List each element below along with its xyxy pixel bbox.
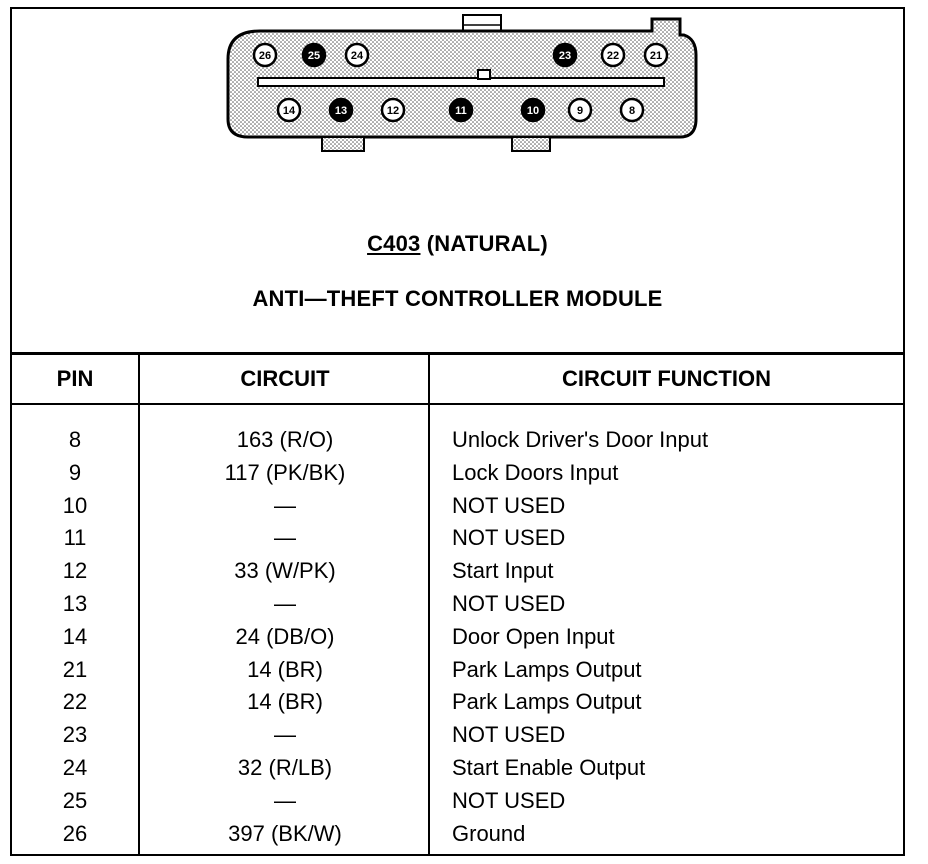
circuit-cell: — (274, 525, 296, 551)
connector-pin (346, 44, 368, 66)
circuit-cell: 14 (BR) (247, 656, 323, 682)
pin-cell: 13 (62, 591, 88, 616)
function-cell: NOT USED (452, 787, 566, 813)
table-row (12, 587, 903, 620)
function-cell: Start Input (452, 558, 554, 584)
function-cell: Door Open Input (452, 623, 615, 649)
table-row (12, 817, 903, 850)
circuit-cell: — (274, 787, 296, 813)
header-pin: PIN (56, 366, 94, 391)
pin-number-label: 21 (649, 50, 663, 62)
function-cell: Start Enable Output (452, 755, 646, 780)
pin-cell: 8 (68, 427, 82, 452)
connector-id: C403 (367, 231, 421, 256)
pin-cell: 10 (62, 492, 88, 518)
connector-title (12, 231, 903, 257)
pin-cell: 23 (62, 722, 88, 748)
function-cell: NOT USED (452, 722, 566, 748)
table-header-row (12, 355, 903, 405)
pin-number-label: 9 (576, 105, 584, 117)
table-row (12, 521, 903, 554)
table-row (12, 653, 903, 686)
pinout-frame (10, 7, 905, 856)
function-cell: Ground (452, 820, 526, 846)
table-row (12, 685, 903, 718)
table-row (12, 423, 903, 456)
pin-cell: 12 (62, 558, 88, 584)
pin-number-label: 11 (455, 105, 467, 117)
function-cell: NOT USED (452, 525, 566, 551)
function-cell: NOT USED (452, 492, 566, 518)
connector-pin (621, 99, 643, 121)
circuit-cell: 33 (W/PK) (234, 558, 336, 584)
pin-number-label: 22 (606, 50, 620, 62)
connector-diagram-area (12, 9, 903, 355)
table-row (12, 718, 903, 751)
pin-number-label: 8 (628, 105, 636, 117)
pin-cell: 21 (62, 656, 88, 682)
function-cell: Park Lamps Output (452, 656, 642, 682)
connector-tab-left (322, 137, 364, 151)
module-title: ANTI—THEFT CONTROLLER MODULE (252, 286, 663, 311)
pin-cell: 22 (62, 689, 88, 715)
function-cell: Lock Doors Input (452, 459, 619, 485)
connector-pin (645, 44, 667, 66)
circuit-cell: 117 (PK/BK) (224, 459, 346, 485)
connector-pin (554, 44, 576, 66)
circuit-cell: — (274, 492, 296, 518)
circuit-cell: 32 (R/LB) (237, 755, 333, 780)
connector-pin (330, 99, 352, 121)
connector-pin (303, 44, 325, 66)
function-cell: Unlock Driver's Door Input (452, 427, 709, 452)
pin-number-label: 12 (386, 105, 400, 117)
connector-pin (569, 99, 591, 121)
pin-cell: 26 (62, 820, 88, 846)
table-row (12, 554, 903, 587)
pin-number-label: 13 (334, 105, 348, 117)
function-cell: NOT USED (452, 591, 566, 616)
connector-color-label: (NATURAL) (426, 231, 548, 256)
pin-number-label: 26 (258, 50, 272, 62)
connector-pin (254, 44, 276, 66)
pin-number-label: 14 (282, 105, 296, 117)
pin-number-label: 25 (307, 50, 321, 62)
circuit-cell: 24 (DB/O) (235, 623, 335, 649)
circuit-cell: — (274, 591, 296, 616)
table-row (12, 489, 903, 522)
circuit-cell: 397 (BK/W) (228, 820, 342, 846)
pin-cell: 25 (62, 787, 88, 813)
header-circuit: CIRCUIT (240, 366, 330, 391)
connector-pin (522, 99, 544, 121)
circuit-cell: — (274, 722, 296, 748)
connector-face-drawing (12, 9, 903, 209)
table-row (12, 456, 903, 489)
bottom-row-pins (278, 99, 643, 121)
pin-number-label: 10 (526, 105, 540, 117)
function-cell: Park Lamps Output (452, 689, 642, 715)
circuit-cell: 14 (BR) (247, 689, 323, 715)
header-circuit-function: CIRCUIT FUNCTION (562, 366, 771, 391)
table-row (12, 784, 903, 817)
connector-tab-right (512, 137, 550, 151)
connector-pin (450, 99, 472, 121)
connector-center-rib (258, 78, 664, 86)
table-row (12, 751, 903, 784)
connector-pin (382, 99, 404, 121)
connector-pin (602, 44, 624, 66)
table-row (12, 620, 903, 653)
pin-cell: 9 (68, 459, 82, 485)
pin-cell: 11 (63, 525, 87, 551)
pin-number-label: 24 (350, 50, 364, 62)
pin-cell: 14 (62, 623, 88, 649)
pin-cell: 24 (62, 755, 88, 780)
circuit-cell: 163 (R/O) (236, 427, 334, 452)
connector-pin (278, 99, 300, 121)
pin-number-label: 23 (558, 50, 572, 62)
